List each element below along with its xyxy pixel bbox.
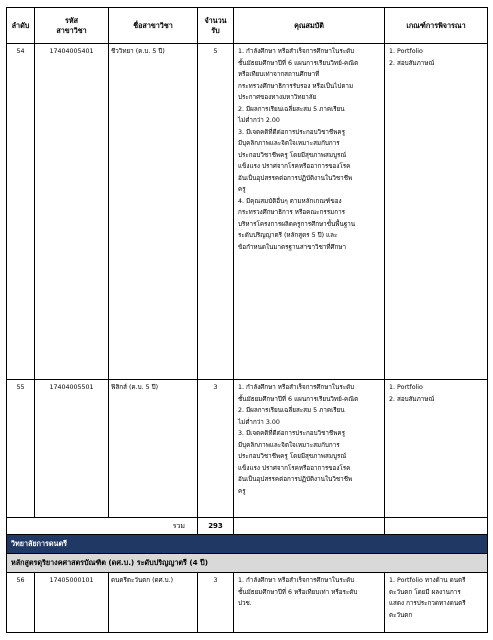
header-criteria: เกณฑ์การพิจารณา [385,8,488,44]
qualification-line: ชั้นมัธยมศึกษาปีที่ 6 แผนการเรียนวิทย์-คณิต [238,59,359,67]
criteria-line: 2. สอบสัมภาษณ์ [389,59,435,67]
criteria-line: 1. Portfolio ทางด้าน ดนตรี [389,577,466,584]
admission-table [6,7,488,633]
qualification-line: ระดับปริญญาตรี (หลักสูตร 5 ปี) และ [238,232,338,239]
faculty-title: วิทยาลัยการดนตรี [7,535,488,554]
qualification-line: กระทรวงศึกษาธิการ หรือคณะกรรมการ [238,209,346,216]
row-count: 3 [198,573,234,633]
header-qualification: คุณสมบัติ [234,8,385,44]
table-row [7,44,488,380]
row-major-name: ดนตรีตะวันตก (ดศ.บ.) [109,573,198,633]
row-qualification [234,44,385,380]
qualification-line: มีบุคลิกภาพและจิตใจเหมาะสมกับการ [238,140,340,147]
qualification-line: หรือเทียบเท่าจากสถานศึกษาที่ [238,71,320,78]
qualification-line: อันเป็นอุปสรรคต่อการปฏิบัติงานในวิชาชีพ [238,174,353,182]
program-row [7,554,488,573]
qualification-line: ข้อกำหนดในมาตรฐานสาขาวิชาที่ศึกษา [238,243,347,251]
header-idx: ลำดับ [7,8,35,44]
row-code: 17405000101 [35,573,109,633]
row-qualification [234,573,385,633]
row-index: 55 [7,380,35,518]
qualification-line: มีบุคลิกภาพและจิตใจเหมาะสมกับการ [238,441,340,449]
criteria-line: ตะวันตก [389,611,413,619]
row-qualification [234,380,385,518]
total-empty-cell [234,518,385,535]
row-count: 3 [198,380,234,518]
program-title: หลักสูตรดุริยางคศาสตรบัณฑิต (ดศ.บ.) ระดับปริญญาตรี (4 ปี) [7,554,488,573]
table-row [7,573,488,633]
qualification-line: 3. มีเจตคติที่ดีต่อการประกอบวิชาชีพครู [238,128,345,136]
row-count: 5 [198,44,234,380]
qualification-line: ประกอบวิชาชีพครู โดยมีสุขภาพสมบูรณ์ [238,453,347,460]
qualification-line: ประกาศของทางมหาวิทยาลัย [238,94,317,101]
qualification-line: 2. มีผลการเรียนเฉลี่ยสะสม 5 ภาคเรียน [238,407,345,414]
qualification-line: ไม่ต่ำกว่า 3.00 [238,418,280,426]
criteria-line: ตะวันตก โดยมี ผลงานการ [389,588,461,596]
row-code: 17404005501 [35,380,109,518]
row-code: 17404005401 [35,44,109,380]
row-major-name: ฟิสิกส์ (ค.บ. 5 ปี) [109,380,198,518]
criteria-line: 1. Portfolio [389,48,423,55]
row-index: 54 [7,44,35,380]
qualification-line: แข็งแรง ปราศจากโรคหรืออาการของโรค [238,464,351,472]
qualification-line: ไม่ต่ำกว่า 2.00 [238,117,280,124]
total-empty-cell [385,518,488,535]
qualification-line: ชั้นมัธยมศึกษาปีที่ 6 หรือเทียบเท่า หรือระดับ [238,588,358,596]
qualification-line: กระทรวงศึกษาธิการรับรอง หรือเป็นไปตาม [238,82,354,90]
qualification-line: แข็งแรง ปราศจากโรคหรืออาการของโรค [238,163,351,170]
qualification-line: 4. มีคุณสมบัติอื่นๆ ตามหลักเกณฑ์ของ [238,197,342,205]
header-row [7,8,488,44]
qualification-line: ชั้นมัธยมศึกษาปีที่ 6 แผนการเรียนวิทย์-คณิต [238,395,359,403]
qualification-line: ประกอบวิชาชีพครู โดยมีสุขภาพสมบูรณ์ [238,151,347,159]
total-label: รวม [7,518,198,535]
qualification-line: 1. กำลังศึกษา หรือสำเร็จการศึกษาในระดับ [238,384,355,391]
qualification-line: 3. มีเจตคติที่ดีต่อการประกอบวิชาชีพครู [238,430,345,437]
row-major-name: ชีววิทยา (ค.บ. 5 ปี) [109,44,198,380]
header-code-line1: รหัส [65,15,78,25]
header-code [35,8,109,44]
qualification-line: อันเป็นอุปสรรคต่อการปฏิบัติงานในวิชาชีพ [238,476,353,483]
total-row [7,518,488,535]
qualification-line: ครู [238,487,246,495]
header-count-line1: จำนวน [204,15,227,25]
criteria-line: แสดง การประกวดทางดนตรี [389,600,466,607]
row-criteria [385,573,488,633]
row-criteria [385,380,488,518]
qualification-line: 1. กำลังศึกษา หรือสำเร็จการศึกษาในระดับ [238,577,355,584]
faculty-row [7,535,488,554]
header-count [198,8,234,44]
qualification-line: ปวช. [238,600,252,607]
header-name: ชื่อสาขาวิชา [109,8,198,44]
qualification-line: 1. กำลังศึกษา หรือสำเร็จการศึกษาในระดับ [238,48,355,55]
criteria-line: 2. สอบสัมภาษณ์ [389,395,435,403]
row-criteria [385,44,488,380]
qualification-line: 2. มีผลการเรียนเฉลี่ยสะสม 5 ภาคเรียน [238,105,345,113]
header-code-line2: สาขาวิชา [56,25,87,35]
qualification-line: ครู [238,186,246,193]
header-count-line2: รับ [211,25,220,35]
row-index: 56 [7,573,35,633]
table-row [7,380,488,518]
qualification-line: บริหารโครงการผลิตครูการศึกษาขั้นพื้นฐาน [238,220,356,228]
criteria-line: 1. Portfolio [389,384,423,391]
total-value: 293 [198,518,234,535]
